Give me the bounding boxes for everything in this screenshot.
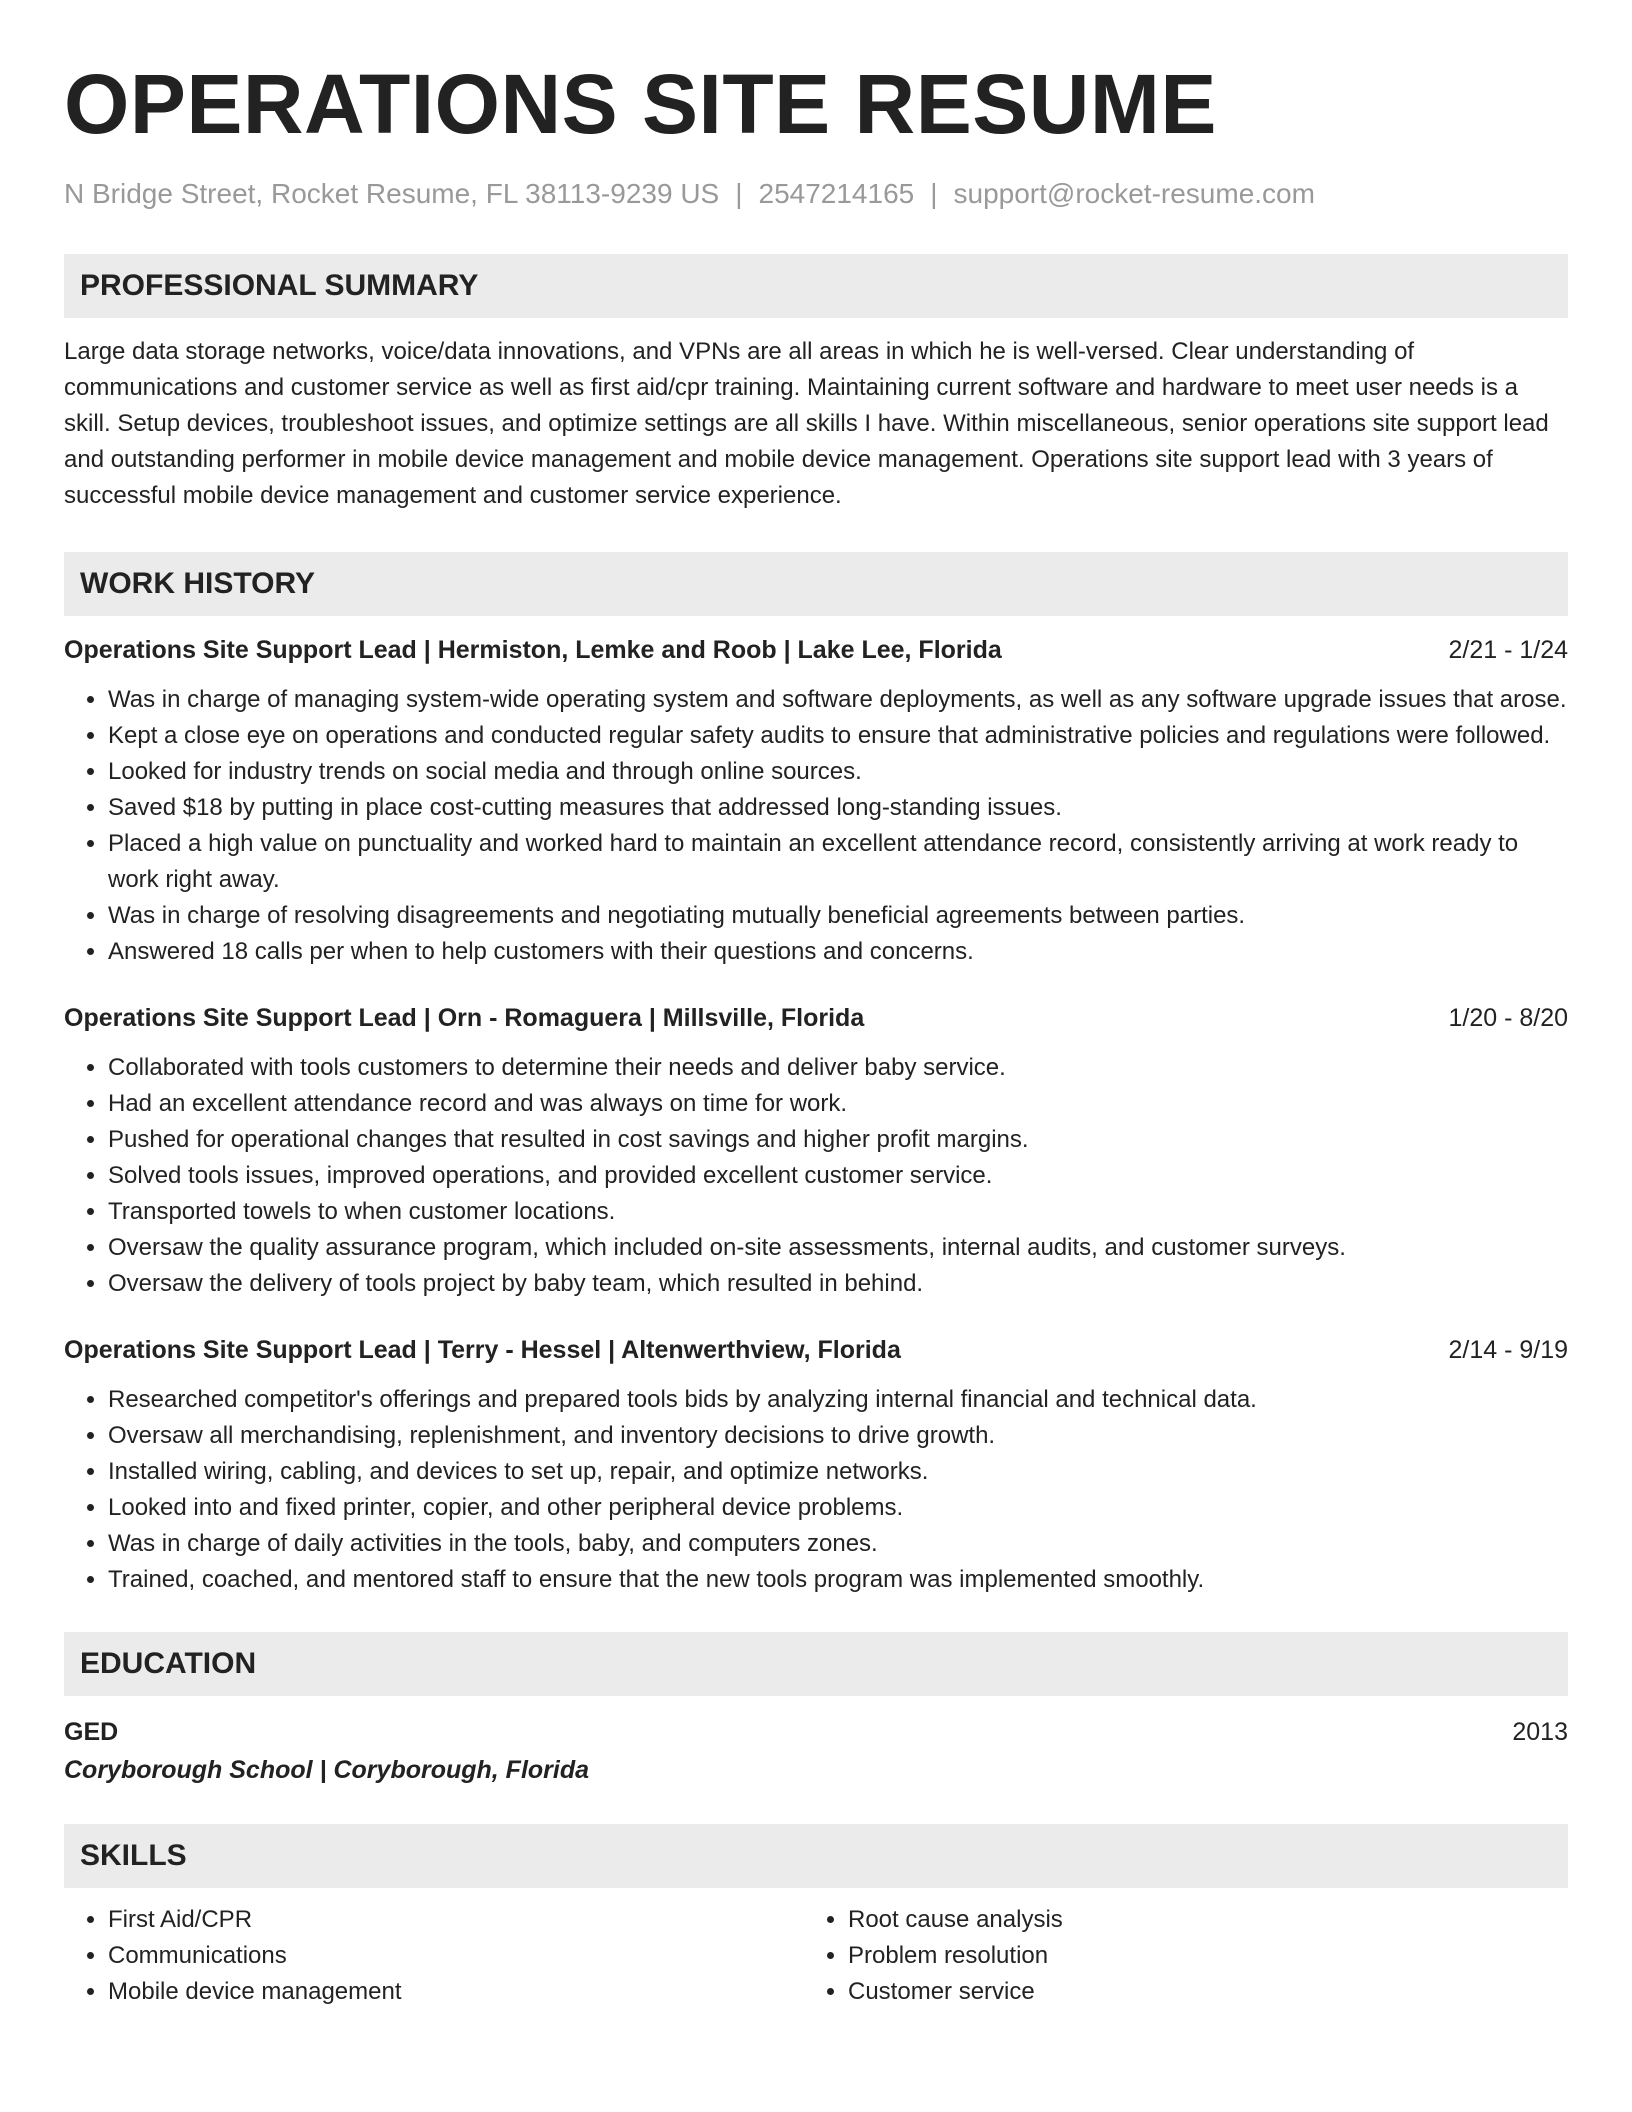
job-header <box>64 632 1568 668</box>
job-entry <box>64 1332 1568 1598</box>
section-heading-work-history: WORK HISTORY <box>64 552 1568 616</box>
job-bullet: • Trained, coached, and mentored staff to ensure that the new tools program was implemented smoothly. <box>108 1562 1568 1598</box>
skill-item: • Customer service <box>848 1974 1544 2010</box>
job-title: Operations Site Support Lead | Orn - Romaguera | Millsville, Florida <box>64 1004 865 1032</box>
job-bullet: • Installed wiring, cabling, and devices to set up, repair, and optimize networks. <box>108 1454 1568 1490</box>
contact-separator: | <box>930 178 938 209</box>
job-bullet: • Oversaw the delivery of tools project by baby team, which resulted in behind. <box>108 1266 1568 1302</box>
skills-list <box>64 1902 1568 2010</box>
contact-separator: | <box>735 178 743 209</box>
job-bullet: • Transported towels to when customer locations. <box>108 1194 1568 1230</box>
job-entry <box>64 1000 1568 1302</box>
summary-text: Large data storage networks, voice/data innovations, and VPNs are all areas in which he is well-versed. Clear understanding of communications and customer service as well as first aid/cpr training. Maintaining current software and hardware to meet user needs is a skill. Setup devices, troubleshoot issues, and optimize settings are all skills I have. Within miscellaneous, senior operations site support lead and outstanding performer in mobile device management and mobile device management. Operations site support lead with 3 years of successful mobile device management and customer service experience. <box>64 338 1549 509</box>
job-title: Operations Site Support Lead | Hermiston, Lemke and Roob | Lake Lee, Florida <box>64 636 1002 664</box>
job-entry <box>64 632 1568 970</box>
resume-title: OPERATIONS SITE RESUME <box>64 57 1217 151</box>
job-bullet: • Placed a high value on punctuality and worked hard to maintain an excellent attendance record, consistently arriving at work ready to work right away. <box>108 826 1568 898</box>
job-dates: 1/20 - 8/20 <box>1448 1004 1568 1032</box>
job-bullet: • Pushed for operational changes that resulted in cost savings and higher profit margins. <box>108 1122 1568 1158</box>
job-bullet: • Researched competitor's offerings and prepared tools bids by analyzing internal financial and technical data. <box>108 1382 1568 1418</box>
job-bullet: • Solved tools issues, improved operations, and provided excellent customer service. <box>108 1158 1568 1194</box>
job-bullet: • Oversaw the quality assurance program, which included on-site assessments, internal audits, and customer surveys. <box>108 1230 1568 1266</box>
skill-item: • Mobile device management <box>108 1974 804 2010</box>
section-heading-summary: PROFESSIONAL SUMMARY <box>64 254 1568 318</box>
job-bullet: • Looked into and fixed printer, copier, and other peripheral device problems. <box>108 1490 1568 1526</box>
skills-column-right <box>804 1902 1544 2010</box>
job-bullet: • Looked for industry trends on social media and through online sources. <box>108 754 1568 790</box>
skill-item: • Problem resolution <box>848 1938 1544 1974</box>
job-header <box>64 1332 1568 1368</box>
job-bullet: • Was in charge of daily activities in the tools, baby, and computers zones. <box>108 1526 1568 1562</box>
job-bullet: • Saved $18 by putting in place cost-cutting measures that addressed long-standing issues. <box>108 790 1568 826</box>
job-bullet: • Was in charge of resolving disagreements and negotiating mutually beneficial agreements between parties. <box>108 898 1568 934</box>
job-bullet: • Was in charge of managing system-wide operating system and software deployments, as well as any software upgrade issues that arose. <box>108 682 1568 718</box>
skills-column-left <box>64 1902 804 2010</box>
job-bullet: • Oversaw all merchandising, replenishment, and inventory decisions to drive growth. <box>108 1418 1568 1454</box>
section-heading-skills: SKILLS <box>64 1824 1568 1888</box>
job-bullet: • Answered 18 calls per when to help customers with their questions and concerns. <box>108 934 1568 970</box>
section-heading-education: EDUCATION <box>64 1632 1568 1696</box>
education-degree: GED <box>64 1718 119 1746</box>
education-entry <box>64 1714 1568 1750</box>
job-bullet-list <box>64 682 1568 970</box>
job-dates: 2/21 - 1/24 <box>1448 636 1568 664</box>
contact-line <box>64 174 1568 214</box>
job-dates: 2/14 - 9/19 <box>1448 1336 1568 1364</box>
skill-item: • Root cause analysis <box>848 1902 1544 1938</box>
job-bullet: • Kept a close eye on operations and conducted regular safety audits to ensure that administrative policies and regulations were followed. <box>108 718 1568 754</box>
work-history-list <box>64 632 1568 1598</box>
job-header <box>64 1000 1568 1036</box>
skill-item: • First Aid/CPR <box>108 1902 804 1938</box>
job-bullet-list <box>64 1050 1568 1302</box>
job-bullet: • Had an excellent attendance record and was always on time for work. <box>108 1086 1568 1122</box>
job-bullet-list <box>64 1382 1568 1598</box>
job-bullet: • Collaborated with tools customers to determine their needs and deliver baby service. <box>108 1050 1568 1086</box>
skill-item: • Communications <box>108 1938 804 1974</box>
contact-phone: 2547214165 <box>758 178 915 209</box>
contact-address: N Bridge Street, Rocket Resume, FL 38113-9239 US <box>64 178 720 209</box>
contact-email: support@rocket-resume.com <box>953 178 1315 209</box>
education-school: Coryborough School | Coryborough, Florida <box>64 1756 590 1784</box>
job-title: Operations Site Support Lead | Terry - Hessel | Altenwerthview, Florida <box>64 1336 901 1364</box>
education-year: 2013 <box>1512 1718 1568 1746</box>
